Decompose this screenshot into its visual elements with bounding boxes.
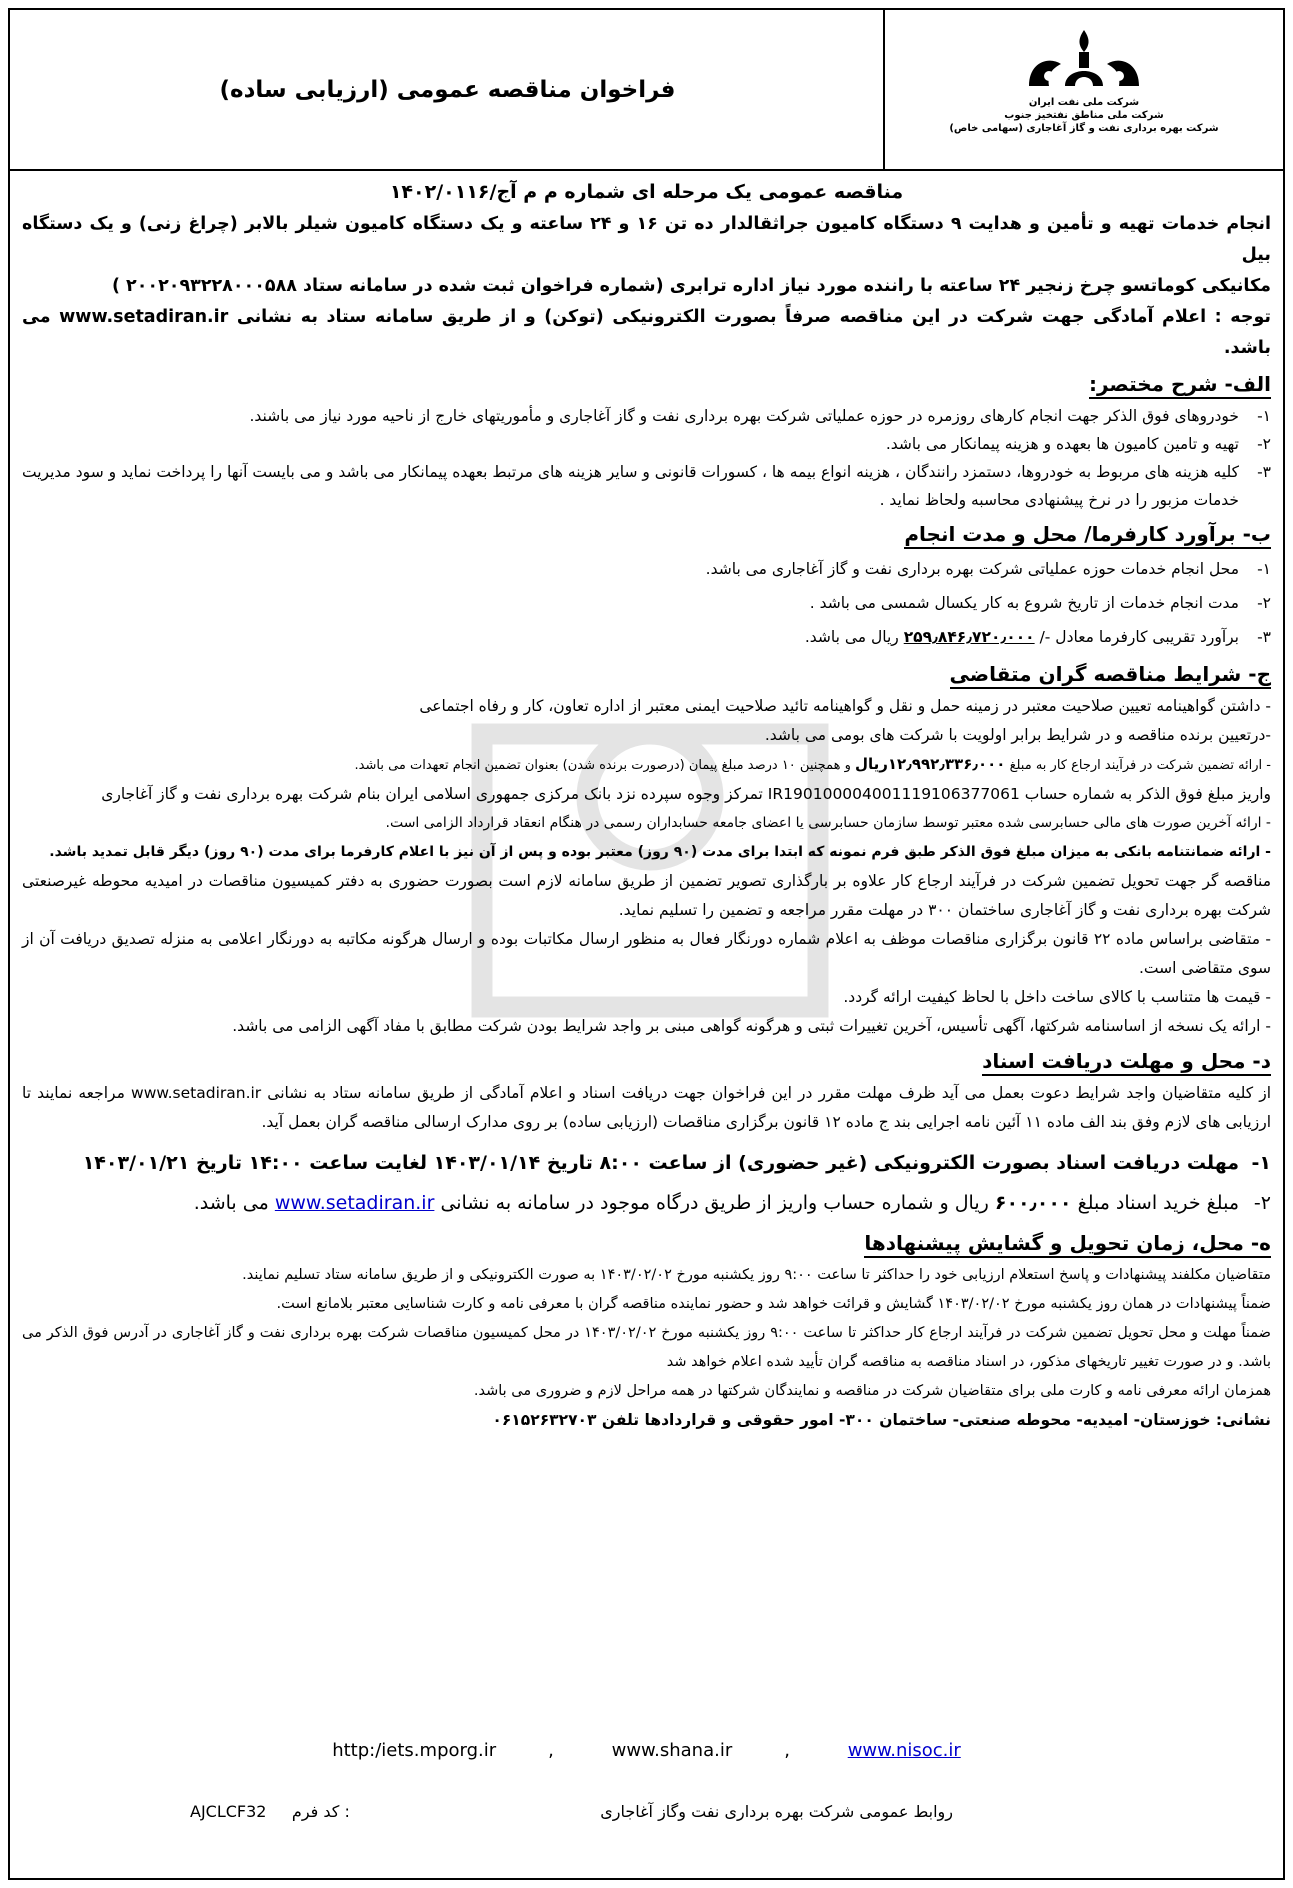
tender-subject-line: انجام خدمات تهیه و تأمین و هدایت ۹ دستگاه کامیون جراثقالدار ده تن ۱۶ و ۲۴ ساعته و یک دستگاه کامیون شیلر بالابر (چراغ زنی) و یک دستگاه بیل [22, 214, 1271, 265]
shana-link[interactable]: www.shana.ir [611, 1740, 733, 1761]
footer-bottom [10, 1802, 1283, 1832]
submission-paragraph: متقاضیان مکلفند پیشنهادات و پاسخ استعلام ارزیابی خود را حداکثر تا ساعت ۹:۰۰ روز یکشنبه مورخ ۱۴۰۳/۰۲/۰۲ به صورت الکترونیکی و از طریق سامانه ستاد تسلیم نمایند. [242, 1267, 1271, 1283]
company-name-line: شرکت ملی نفت ایران [1028, 97, 1140, 108]
condition-paragraph: مناقصه گر جهت تحویل تضمین شرکت در فرآیند ارجاع کار علاوه بر بارگذاری تصویر تضمین از طریق سامانه لازم است بصورت حضوری به دفتر کمیسیون مناقصات در امیدیه محوطه غیرصنعتی شرکت بهره برداری نفت و گاز آغاجاری ساختمان ۳۰۰ در مهلت مقرر مراجعه و تضمین را تسلیم نماید. [22, 872, 1271, 919]
tender-subject-line: مکانیکی کوماتسو چرخ زنجیر ۲۴ ساعته با راننده مورد نیاز اداره ترابری (شماره فراخوان ثبت شده در سامانه ستاد ۲۰۰۲۰۹۳۲۲۸۰۰۰۵۸۸ ) [111, 276, 1271, 296]
list-item: ۲- مدت انجام خدمات از تاریخ شروع به کار یکسال شمسی می باشد . [809, 594, 1271, 612]
list-item: ۱- محل انجام خدمات حوزه عملیاتی شرکت بهره برداری نفت و گاز آغاجاری می باشد. [705, 560, 1271, 578]
fee-amount: ۶۰۰٫۰۰۰ [994, 1192, 1072, 1214]
estimate-amount: ۲۵۹٫۸۴۶٫۷۲۰٫۰۰۰ [903, 628, 1035, 646]
guarantee-amount: ۱۲٫۹۹۲٫۳۳۶٫۰۰۰ریال [854, 755, 1006, 773]
list-item: ۳- کلیه هزینه های مربوط به خودروها، دستمزد رانندگان ، هزینه انواع بیمه ها ، کسورات قانونی و سایر هزینه های مرتبط بعهده پیمانکار می باشد و می بایست آنها را پرداخت نماید و سود مدیریت خدمات مزبور را در نرخ پیشنهادی محاسبه ولحاظ نماید . [22, 463, 1271, 509]
condition-paragraph: -درتعیین برنده مناقصه و در شرایط برابر اولویت با شرکت های بومی می باشد. [764, 726, 1271, 744]
footer-links: http:/iets.mporg.ir , www.shana.ir , www.nisoc.ir [332, 1740, 961, 1761]
account-paragraph: واریز مبلغ فوق الذکر به شماره حساب IR190100004001119106377061 تمرکز وجوه سپرده نزد بانک مرکزی جمهوری اسلامی ایران بنام شرکت بهره برداری نفت و گاز آغاجاری [101, 785, 1271, 803]
mporg-link[interactable]: http:/iets.mporg.ir [332, 1740, 497, 1761]
company-name-line: شرکت ملی مناطق نفتخیز جنوب [1004, 110, 1164, 121]
document-title: فراخوان مناقصه عمومی (ارزیابی ساده) [219, 76, 676, 103]
deadline-item: ۱- مهلت دریافت اسناد بصورت الکترونیکی (غیر حضوری) از ساعت ۸:۰۰ تاریخ ۱۴۰۳/۰۱/۱۴ لغایت ساعت ۱۴:۰۰ تاریخ ۱۴۰۳/۰۱/۲۱ [82, 1152, 1271, 1174]
list-item: ۲- تهیه و تامین کامیون ها بعهده و هزینه پیمانکار می باشد. [885, 435, 1271, 453]
electronic-note: توجه : اعلام آمادگی جهت شرکت در این مناقصه صرفاً بصورت الکترونیکی (توکن) و از طریق سامانه ستاد به نشانی www.setadiran.ir می باشد. [22, 307, 1271, 358]
document-body [22, 175, 1271, 1435]
condition-paragraph: - داشتن گواهینامه تعیین صلاحیت معتبر در زمینه حمل و نقل و گواهینامه تائید صلاحیت ایمنی معتبر از اداره تعاون، کار و رفاه اجتماعی [419, 697, 1271, 715]
nisoc-link[interactable]: www.nisoc.ir [847, 1740, 961, 1761]
condition-paragraph: - متقاضی براساس ماده ۲۲ قانون برگزاری مناقصات موظف به اعلام شماره دورنگار فعال به منظور ارسال مکاتبات بوده و ارسال هرگونه مکاتبه به دورنگار اعلامی به منزله تصدیق دریافت آن از سوی متقاضی است. [22, 930, 1271, 977]
company-name-line: شرکت بهره برداری نفت و گاز آغاجاری (سهامی خاص) [949, 123, 1219, 134]
setadiran-link[interactable]: www.setadiran.ir [274, 1192, 435, 1214]
submission-paragraph: ضمناً پیشنهادات در همان روز یکشنبه مورخ ۱۴۰۳/۰۲/۰۲ گشایش و قرائت خواهد شد و حضور نماینده مناقصه گران با معرفی نامه و کارت شناسایی معتبر بلامانع است. [276, 1296, 1271, 1312]
section-heading: ب- برآورد کارفرما/ محل و مدت انجام [22, 516, 1271, 552]
condition-paragraph: - قیمت ها متناسب با کالای ساخت داخل با لحاظ کیفیت ارائه گردد. [843, 988, 1271, 1006]
tender-number: مناقصه عمومی یک مرحله ای شماره م م آج/۱۴۰۲/۰۱۱۶ [389, 181, 904, 203]
documents-paragraph: از کلیه متقاضیان واجد شرایط دعوت بعمل می آید ظرف مهلت مقرر در این فراخوان جهت دریافت اسناد و اعلام آمادگی از طریق سامانه ستاد به نشانی www.setadiran.ir مراجعه نمایند تا ارزیابی های لازم وفق بند الف ماده ۱۱ آئین نامه اجرایی بند ج ماده ۱۲ قانون برگزاری مناقصات (ارزیابی ساده) بر روی مدارک ارسالی مناقصه گران بعمل آید. [22, 1084, 1271, 1131]
fee-item: ۲- مبلغ خرید اسناد مبلغ ۶۰۰٫۰۰۰ ریال و شماره حساب واریز از طریق درگاه موجود در سامانه به نشانی www.setadiran.ir می باشد. [193, 1192, 1271, 1214]
section-heading: د- محل و مهلت دریافت اسناد [22, 1043, 1271, 1079]
estimate-item: ۳- برآورد تقریبی کارفرما معادل -/ ۲۵۹٫۸۴۶٫۷۲۰٫۰۰۰ ریال می باشد. [804, 628, 1271, 646]
section-heading: الف- شرح مختصر: [22, 366, 1271, 402]
condition-paragraph: - ارائه یک نسخه از اساسنامه شرکتها، آگهی تأسیس، آخرین تغییرات ثبتی و هرگونه گواهی مبنی بر واجد شرایط بودن شرکت مطابق با مفاد آگهی الزامی می باشد. [232, 1017, 1271, 1035]
condition-paragraph: - ارائه ضمانتنامه بانکی به میزان مبلغ فوق الذکر طبق فرم نمونه که ابتدا برای مدت (۹۰ روز) معتبر بوده و پس از آن نیز با اعلام کارفرما برای مدت (۹۰ روز) دیگر قابل تمدید باشد. [49, 844, 1271, 860]
form-code: AJCLCF32 کد فرم : [190, 1802, 350, 1821]
public-relations-label: روابط عمومی شرکت بهره برداری نفت وگاز آغاجاری [600, 1802, 953, 1821]
address-line: نشانی: خوزستان- امیدیه- محوطه صنعتی- ساختمان ۳۰۰- امور حقوقی و قراردادها تلفن ۰۶۱۵۲۶۳۲۷۰۳ [492, 1411, 1271, 1429]
section-heading: ه- محل، زمان تحویل و گشایش پیشنهادها [22, 1225, 1271, 1261]
company-logo-box [883, 10, 1283, 169]
submission-paragraph: همزمان ارائه معرفی نامه و کارت ملی برای متقاضیان شرکت در مناقصه و نمایندگان شرکتها در همه مراحل لازم و ضروری می باشد. [473, 1383, 1271, 1399]
condition-paragraph: - ارائه آخرین صورت های مالی حسابرسی شده معتبر توسط سازمان حسابرسی یا اعضای جامعه حسابداران رسمی در هنگام انعقاد قرارداد الزامی است. [385, 815, 1271, 831]
oil-company-logo-icon [1009, 26, 1159, 94]
tender-document [8, 8, 1285, 1880]
submission-paragraph: ضمناً مهلت و محل تحویل تضمین شرکت در فرآیند ارجاع کار حداکثر تا ساعت ۹:۰۰ روز یکشنبه مورخ ۱۴۰۳/۰۲/۰۲ در محل کمیسیون مناقصات شرکت بهره برداری نفت و گاز آغاجاری در آدرس فوق الذکر می باشد. و در صورت تغییر تاریخهای مذکور، در اسناد مناقصه به مناقصه گران تأیید شده اعلام خواهد شد [22, 1325, 1271, 1370]
list-item: ۱- خودروهای فوق الذکر جهت انجام کارهای روزمره در حوزه عملیاتی شرکت بهره برداری نفت و گاز آغاجاری و مأموریتهای خارج از ناحیه مورد نیاز می باشند. [249, 407, 1271, 425]
document-header [10, 10, 1283, 171]
guarantee-paragraph: - ارائه تضمین شرکت در فرآیند ارجاع کار به مبلغ ۱۲٫۹۹۲٫۳۳۶٫۰۰۰ریال و همچنین ۱۰ درصد مبلغ پیمان (درصورت برنده شدن) بعنوان تضمین انجام تعهدات می باشد. [354, 755, 1271, 773]
account-number: IR190100004001119106377061 [767, 785, 1020, 803]
section-heading: ج- شرایط مناقصه گران متقاضی [22, 656, 1271, 692]
